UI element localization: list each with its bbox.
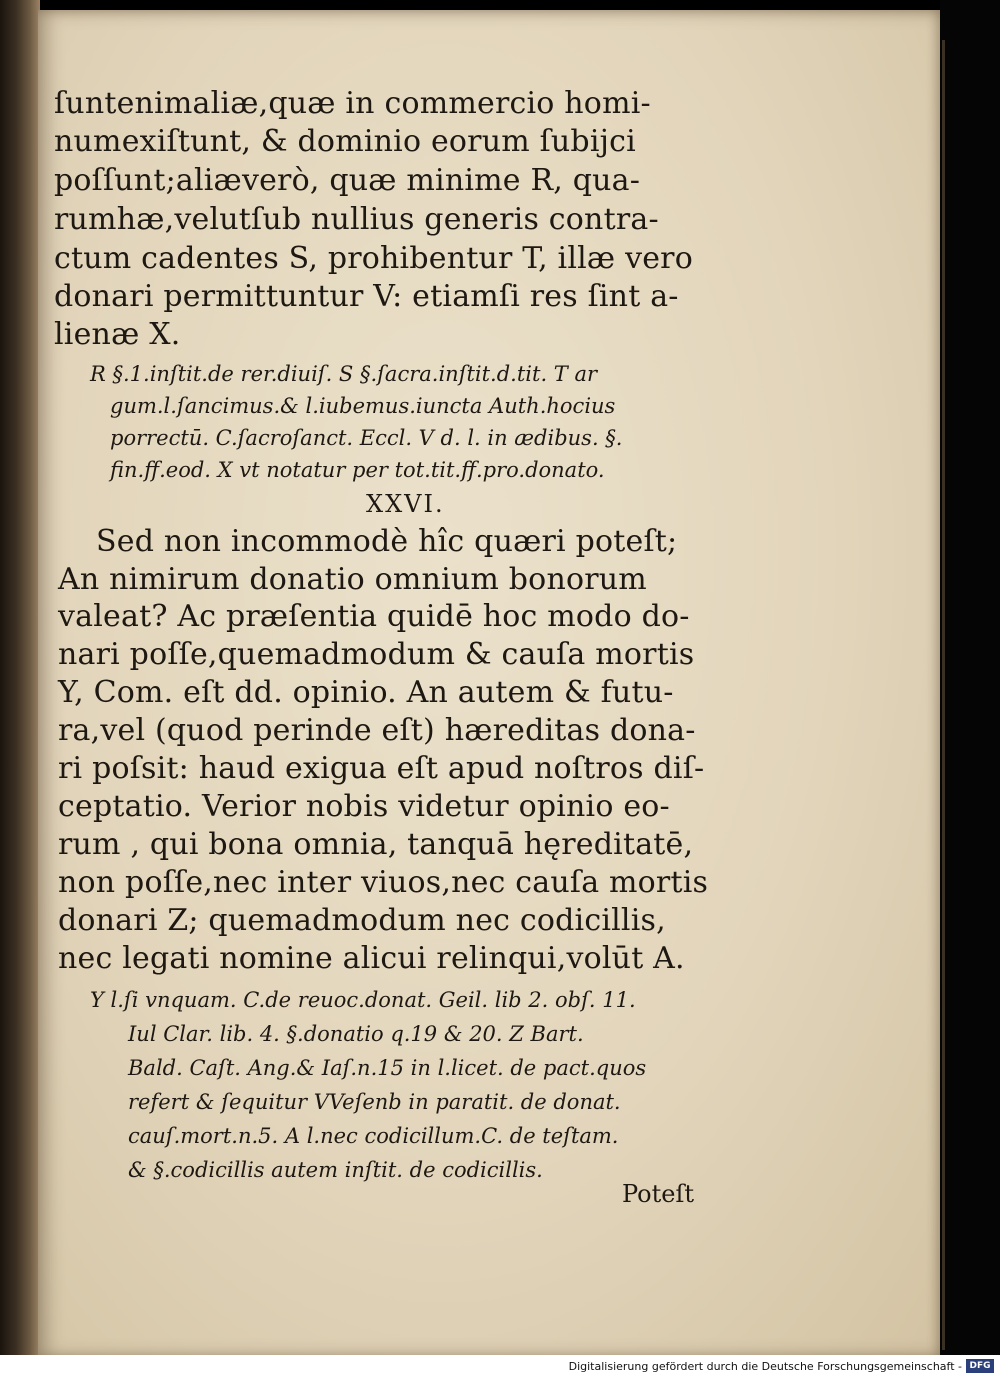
text-line: rum , qui bona omnia, tanquā hęreditatē, bbox=[58, 827, 694, 862]
text-line: Sed non incommodè hîc quæri poteſt; bbox=[96, 524, 678, 559]
text-line: ſuntenimaliæ,quæ in commercio homi- bbox=[54, 86, 651, 121]
text-line: An nimirum donatio omnium bonorum bbox=[58, 562, 647, 597]
marginal-note-line: cauſ.mort.n.5. A l.nec codicillum.C. de teſtam. bbox=[128, 1124, 619, 1148]
marginal-note-line: R §.1.inſtit.de rer.diuiſ. S §.ſacra.inſtit.d.tit. T ar bbox=[90, 362, 598, 386]
funding-credit: Digitalisierung gefördert durch die Deutsche Forschungsgemeinschaft - bbox=[568, 1360, 962, 1373]
catchword: Poteſt bbox=[622, 1180, 694, 1208]
book-gutter-edge bbox=[0, 0, 40, 1355]
text-line: ceptatio. Verior nobis videtur opinio eo- bbox=[58, 789, 670, 824]
text-line: poſſunt;aliæverò, quæ minime R, qua- bbox=[54, 163, 641, 198]
marginal-note-line: gum.l.ſancimus.& l.iubemus.iuncta Auth.hocius bbox=[110, 394, 616, 418]
marginal-note-line: & §.codicillis autem inſtit. de codicillis. bbox=[128, 1158, 543, 1182]
marginal-note-line: refert & ſequitur VVeſenb in paratit. de donat. bbox=[128, 1090, 621, 1114]
marginal-note-line: Bald. Caſt. Ang.& Iaſ.n.15 in l.licet. de pact.quos bbox=[128, 1056, 647, 1080]
text-line: valeat? Ac præſentia quidē hoc modo do- bbox=[58, 599, 690, 634]
dfg-logo: DFG bbox=[966, 1359, 994, 1373]
scan-margin-right bbox=[940, 0, 1000, 1355]
text-line: donari permittuntur V: etiamſi res ſint a- bbox=[54, 279, 679, 314]
text-line: rumhæ,velutſub nullius generis contra- bbox=[54, 202, 659, 237]
marginal-note-line: porrectū. C.ſacroſanct. Eccl. V d. l. in ædibus. §. bbox=[110, 426, 623, 450]
page-edge-line bbox=[942, 40, 945, 1350]
text-line: lienæ X. bbox=[54, 317, 181, 352]
text-line: nari poſſe,quemadmodum & cauſa mortis bbox=[58, 637, 695, 672]
text-line: nec legati nomine alicui relinqui,volūt A. bbox=[58, 941, 685, 976]
section-number: XXVI. bbox=[366, 490, 445, 518]
text-line: ri poſsit: haud exigua eſt apud noſtros diſ- bbox=[58, 751, 705, 786]
text-line: non poſſe,nec inter viuos,nec cauſa mortis bbox=[58, 865, 709, 900]
footer-bar bbox=[0, 1355, 1000, 1378]
text-line: ctum cadentes S, prohibentur T, illæ vero bbox=[54, 241, 693, 276]
marginal-note-line: fin.ff.eod. X vt notatur per tot.tit.ff.pro.donato. bbox=[110, 458, 605, 482]
marginal-note-line: Iul Clar. lib. 4. §.donatio q.19 & 20. Z Bart. bbox=[128, 1022, 584, 1046]
text-line: donari Z; quemadmodum nec codicillis, bbox=[58, 903, 666, 938]
marginal-note-line: Y l.ſi vnquam. C.de reuoc.donat. Geil. lib 2. obſ. 11. bbox=[90, 988, 636, 1012]
text-line: Y, Com. eſt dd. opinio. An autem & futu- bbox=[58, 675, 674, 710]
text-line: ra,vel (quod perinde eſt) hæreditas dona- bbox=[58, 713, 696, 748]
document-page bbox=[38, 10, 940, 1358]
text-line: numexiſtunt, & dominio eorum ſubijci bbox=[54, 124, 636, 159]
